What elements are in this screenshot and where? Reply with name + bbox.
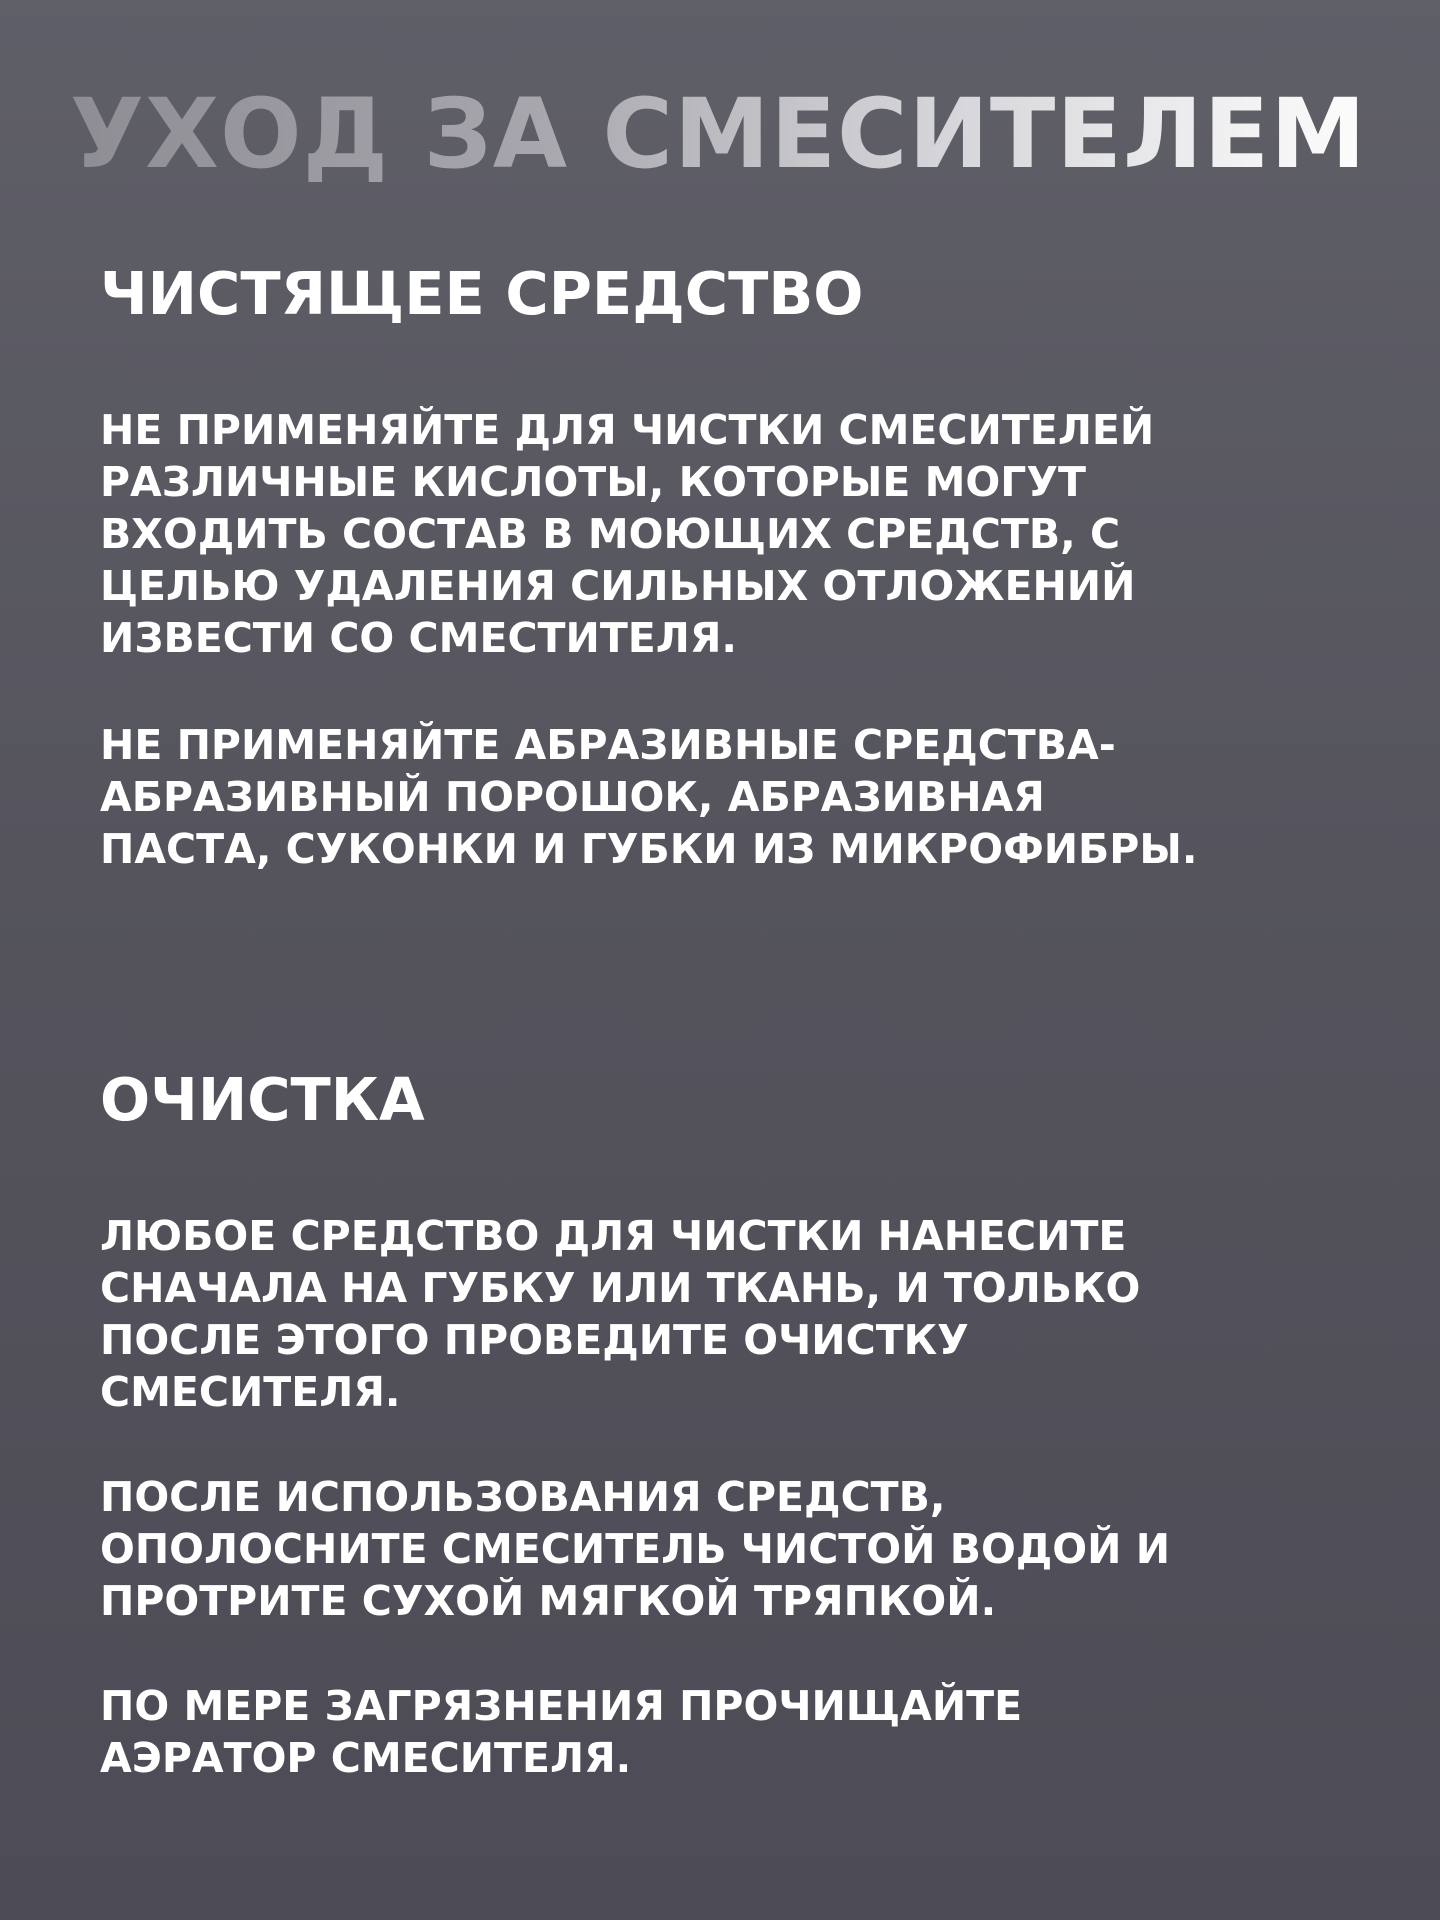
paragraph-rinse-instruction: ПОСЛЕ ИСПОЛЬЗОВАНИЯ СРЕДСТВ, ОПОЛОСНИТЕ СМЕСИТЕЛЬ ЧИСТОЙ ВОДОЙ И ПРОТРИТЕ СУХОЙ МЯГКОЙ ТРЯПКОЙ.	[100, 1473, 1171, 1625]
section-cleaning-agent-heading-block	[100, 259, 1380, 328]
paragraph-acid-warning-block	[100, 404, 1390, 664]
paragraph-acid-warning: НЕ ПРИМЕНЯЙТЕ ДЛЯ ЧИСТКИ СМЕСИТЕЛЕЙ РАЗЛИЧНЫЕ КИСЛОТЫ, КОТОРЫЕ МОГУТ ВХОДИТЬ СОСТАВ В МОЮЩИХ СРЕДСТВ, С ЦЕЛЬЮ УДАЛЕНИЯ СИЛЬНЫХ ОТЛОЖЕНИЙ ИЗВЕСТИ СО СМЕСТИТЕЛЯ.	[100, 406, 1155, 662]
section-heading-cleaning-agent: ЧИСТЯЩЕЕ СРЕДСТВО	[100, 259, 864, 328]
paragraph-abrasive-warning: НЕ ПРИМЕНЯЙТЕ АБРАЗИВНЫЕ СРЕДСТВА- АБРАЗИВНЫЙ ПОРОШОК, АБРАЗИВНАЯ ПАСТА, СУКОНКИ И ГУБКИ ИЗ МИКРОФИБРЫ.	[100, 721, 1198, 873]
paragraph-aerator-instruction-block	[100, 1680, 1390, 1784]
paragraph-apply-instruction: ЛЮБОЕ СРЕДСТВО ДЛЯ ЧИСТКИ НАНЕСИТЕ СНАЧАЛА НА ГУБКУ ИЛИ ТКАНЬ, И ТОЛЬКО ПОСЛЕ ЭТОГО ПРОВЕДИТЕ ОЧИСТКУ СМЕСИТЕЛЯ.	[100, 1212, 1141, 1416]
paragraph-apply-instruction-block	[100, 1210, 1390, 1418]
paragraph-aerator-instruction: ПО МЕРЕ ЗАГРЯЗНЕНИЯ ПРОЧИЩАЙТЕ АЭРАТОР СМЕСИТЕЛЯ.	[100, 1682, 1023, 1782]
paragraph-abrasive-warning-block	[100, 719, 1390, 875]
section-heading-cleaning: ОЧИСТКА	[100, 1065, 425, 1134]
page-title: УХОД ЗА СМЕСИТЕЛЕМ	[70, 82, 1390, 188]
paragraph-rinse-instruction-block	[100, 1471, 1390, 1627]
section-cleaning-heading-block	[100, 1065, 1380, 1134]
